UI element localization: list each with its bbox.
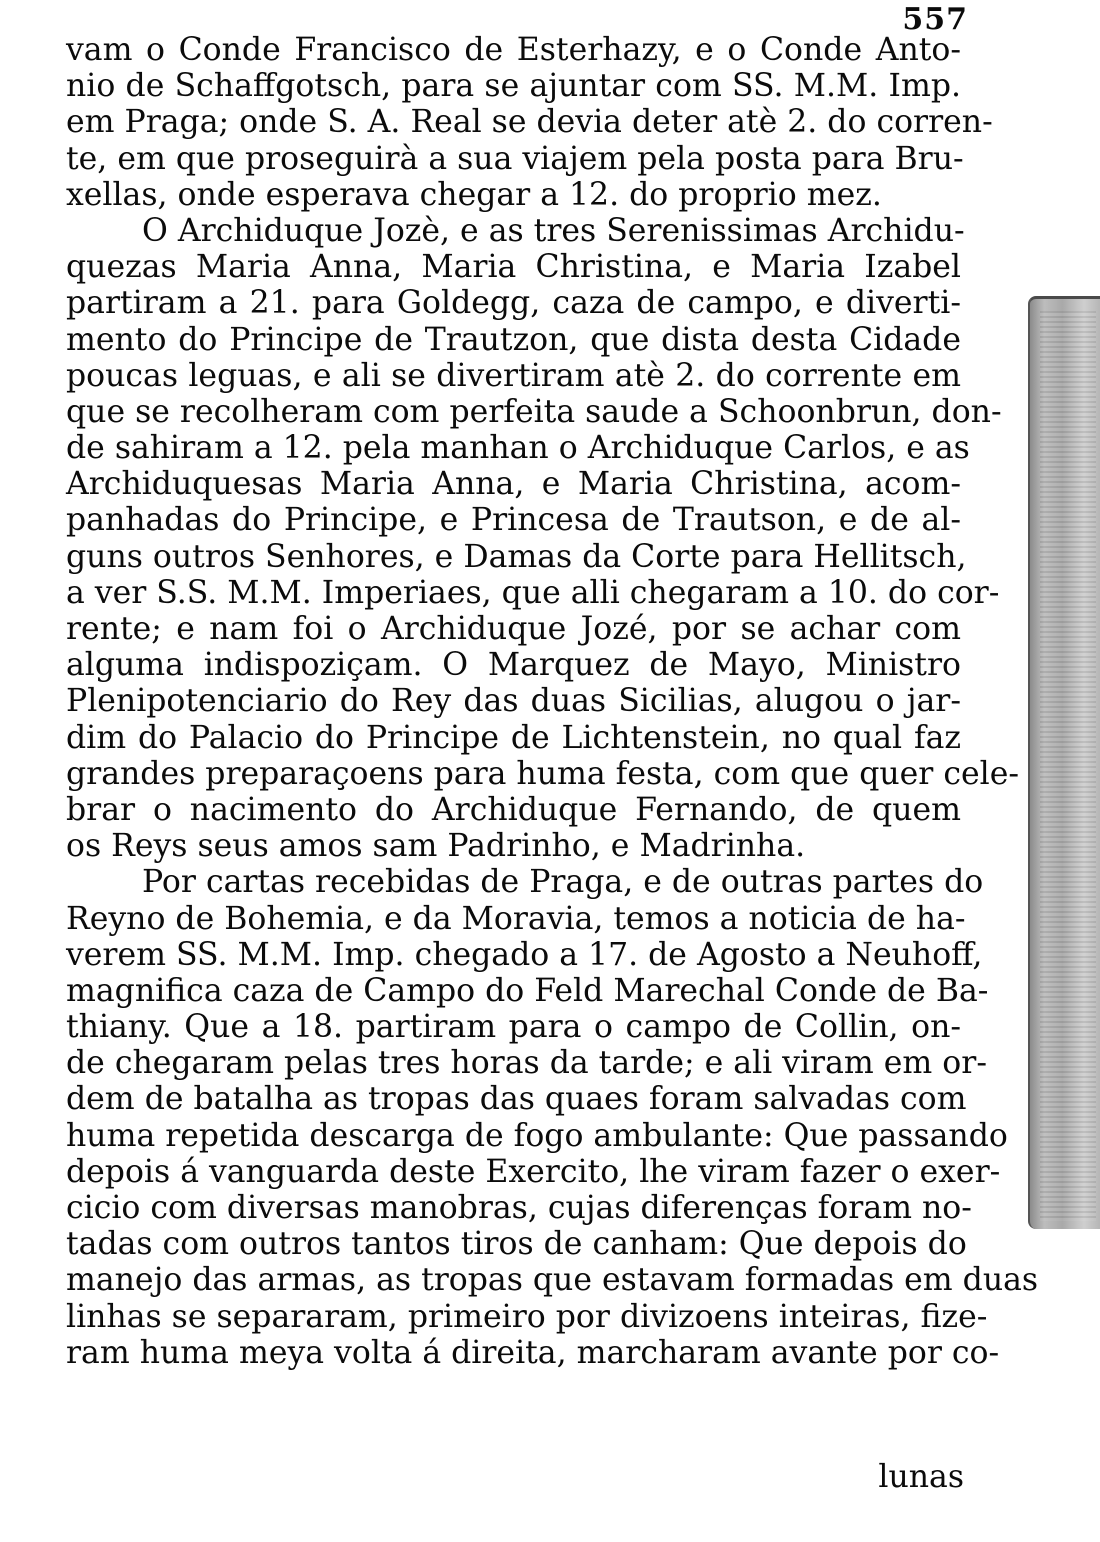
- page-number: 557: [902, 2, 968, 37]
- text-line: partiram a 21. para Goldegg, caza de campo, e diverti-: [66, 285, 961, 322]
- paragraph-start-line: O Archiduque Jozè, e as tres Serenissimas Archidu-: [142, 212, 965, 249]
- text-line: huma repetida descarga de fogo ambulante: Que passando: [66, 1117, 1008, 1154]
- text-line: verem SS. M.M. Imp. chegado a 17. de Agosto a Neuhoff,: [66, 936, 983, 973]
- text-line: panhadas do Principe, e Princesa de Trautson, e de al-: [66, 502, 961, 539]
- text-line: de chegaram pelas tres horas da tarde; e ali viram em or-: [66, 1045, 987, 1082]
- text-line: rente; e nam foi o Archiduque Jozé, por se achar com: [66, 611, 961, 647]
- text-line: a ver S.S. M.M. Imperiaes, que alli chegaram a 10. do cor-: [66, 574, 1000, 611]
- text-line: Reyno de Bohemia, e da Moravia, temos a noticia de ha-: [66, 900, 966, 937]
- text-line: de sahiram a 12. pela manhan o Archiduque Carlos, e as: [66, 430, 970, 467]
- text-line: xellas, onde esperava chegar a 12. do proprio mez.: [66, 176, 882, 213]
- text-line: manejo das armas, as tropas que estavam formadas em duas: [66, 1262, 1039, 1299]
- text-line: Archiduquesas Maria Anna, e Maria Christina, acom-: [66, 466, 961, 503]
- text-line: tadas com outros tantos tiros de canham: Que depois do: [66, 1226, 967, 1263]
- text-line: depois á vanguarda deste Exercito, lhe viram fazer o exer-: [66, 1153, 1001, 1190]
- text-line: alguma indispoziçam. O Marquez de Mayo, Ministro: [66, 647, 961, 684]
- text-line: brar o nacimento do Archiduque Fernando, de quem: [66, 791, 961, 828]
- text-line: os Reys seus amos sam Padrinho, e Madrinha.: [66, 828, 806, 865]
- text-line: vam o Conde Francisco de Esterhazy, e o Conde Anto-: [66, 32, 961, 68]
- paragraph-start-line: Por cartas recebidas de Praga, e de outras partes do: [142, 864, 984, 901]
- text-line: te, em que proseguirà a sua viajem pela posta para Bru-: [66, 140, 964, 177]
- text-line: dem de batalha as tropas das quaes foram salvadas com: [66, 1081, 967, 1118]
- catchword: lunas: [878, 1459, 964, 1495]
- text-line: em Praga; onde S. A. Real se devia deter atè 2. do corren-: [66, 104, 993, 141]
- text-line: magnifica caza de Campo do Feld Marechal Conde de Ba-: [66, 972, 989, 1009]
- book-binding-edge: [1028, 296, 1100, 1229]
- body-text: [66, 32, 1039, 1371]
- text-line: mento do Principe de Trautzon, que dista desta Cidade: [66, 321, 961, 358]
- text-line: quezas Maria Anna, Maria Christina, e Maria Izabel: [66, 249, 961, 286]
- text-line: dim do Palacio do Principe de Lichtenstein, no qual faz: [66, 719, 961, 756]
- text-line: nio de Schaffgotsch, para se ajuntar com SS. M.M. Imp.: [66, 68, 961, 105]
- text-line: poucas leguas, e ali se divertiram atè 2. do corrente em: [66, 357, 961, 394]
- text-line: guns outros Senhores, e Damas da Corte para Hellitsch,: [66, 538, 967, 575]
- text-line: que se recolheram com perfeita saude a Schoonbrun, don-: [66, 393, 1002, 430]
- text-line: cicio com diversas manobras, cujas diferenças foram no-: [66, 1190, 972, 1226]
- text-line: linhas se separaram, primeiro por divizoens inteiras, fize-: [66, 1298, 988, 1335]
- text-line: grandes preparaçoens para huma festa, com que quer cele-: [66, 755, 1019, 792]
- text-line: Plenipotenciario do Rey das duas Sicilias, alugou o jar-: [66, 683, 961, 720]
- text-line: thiany. Que a 18. partiram para o campo de Collin, on-: [66, 1009, 961, 1046]
- text-line: ram huma meya volta á direita, marcharam avante por co-: [66, 1334, 1000, 1371]
